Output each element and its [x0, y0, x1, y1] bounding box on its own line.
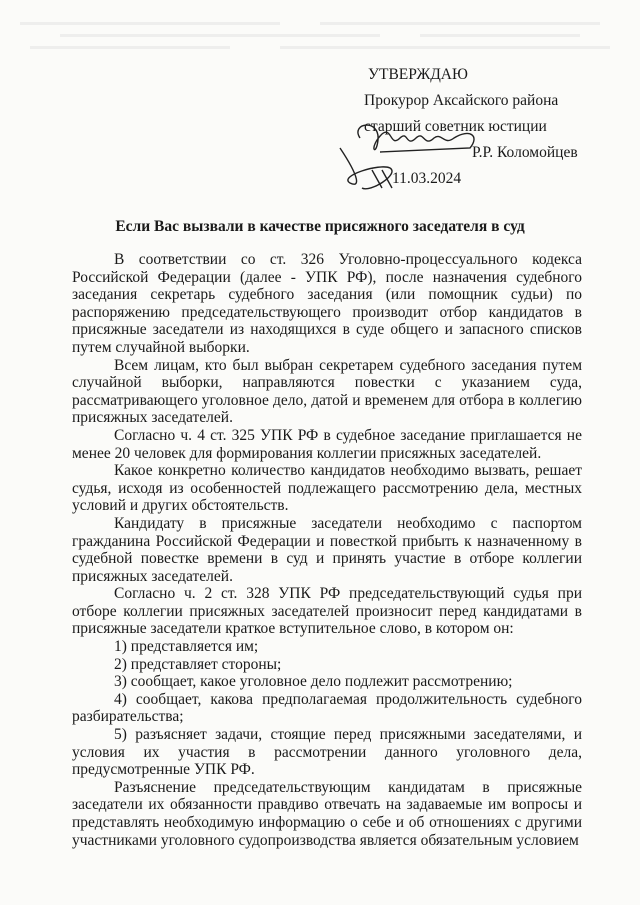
- list-item: 2) представляет стороны;: [114, 655, 282, 673]
- bleed-through-text: [20, 18, 620, 58]
- list-item: 3) сообщает, какое уголовное дело подлежит рассмотрению;: [114, 673, 513, 691]
- approve-word: УТВЕРЖДАЮ: [368, 66, 468, 83]
- list-item: 5) разъясняет задачи, стоящие перед присяжными заседателями, и условия их участия в рассмотрении данного уголовного дела, предусмотренные УПК РФ.: [72, 726, 582, 779]
- paragraph: Какое конкретно количество кандидатов необходимо вызвать, решает судья, исходя из особенностей подлежащего рассмотрению дела, местных условий и других обстоятельств.: [72, 462, 582, 515]
- document-title: Если Вас вызвали в качестве присяжного заседателя в суд: [115, 218, 525, 235]
- list-item: 1) представляется им;: [114, 638, 259, 656]
- paragraph: В соответствии со ст. 326 Уголовно-процессуального кодекса Российской Федерации (далее - УПК РФ), после назначения судебного заседания секретарь судебного заседания (или помощник судьи) по распоряжению председательствующего производит отбор кандидатов в присяжные заседатели из находящихся в суде общего и запасного списков путем случайной выборки.: [72, 251, 582, 356]
- paragraph: Кандидату в присяжные заседатели необходимо с паспортом гражданина Российской Федерации и повесткой прибыть к назначенному в судебной повестке времени в суд и принять участие в отборе коллегии присяжных заседателей.: [72, 514, 582, 585]
- paragraph: Согласно ч. 2 ст. 328 УПК РФ председательствующий судья при отборе коллегии присяжных заседателей произносит перед кандидатами в присяжные заседатели краткое вступительное слово, в котором он:: [72, 585, 582, 638]
- paragraph: Согласно ч. 4 ст. 325 УПК РФ в судебное заседание приглашается не менее 20 человек для формирования коллегии присяжных заседателей.: [72, 426, 582, 462]
- paragraph: Разъяснение председательствующим кандидатам в присяжные заседатели их обязанности правдиво отвечать на задаваемые им вопросы и представлять необходимую информацию о себе и об отношениях с другими участниками уголовного судопроизводства является обязательным условием: [72, 778, 582, 849]
- approval-date: 11.03.2024: [392, 170, 462, 187]
- approver-rank: старший советник юстиции: [364, 118, 547, 135]
- list-item: 4) сообщает, какова предполагаемая продолжительность судебного разбирательства;: [72, 690, 582, 726]
- approver-name: Р.Р. Коломойцев: [472, 144, 578, 161]
- handwritten-signature: [320, 108, 500, 198]
- document-body: [72, 251, 582, 849]
- paragraph: Всем лицам, кто был выбран секретарем судебного заседания путем случайной выборки, направляются повестки с указанием суда, рассматривающего уголовное дело, датой и временем для отбора в коллегию присяжных заседателей.: [72, 356, 582, 427]
- approver-position: Прокурор Аксайского района: [364, 92, 559, 109]
